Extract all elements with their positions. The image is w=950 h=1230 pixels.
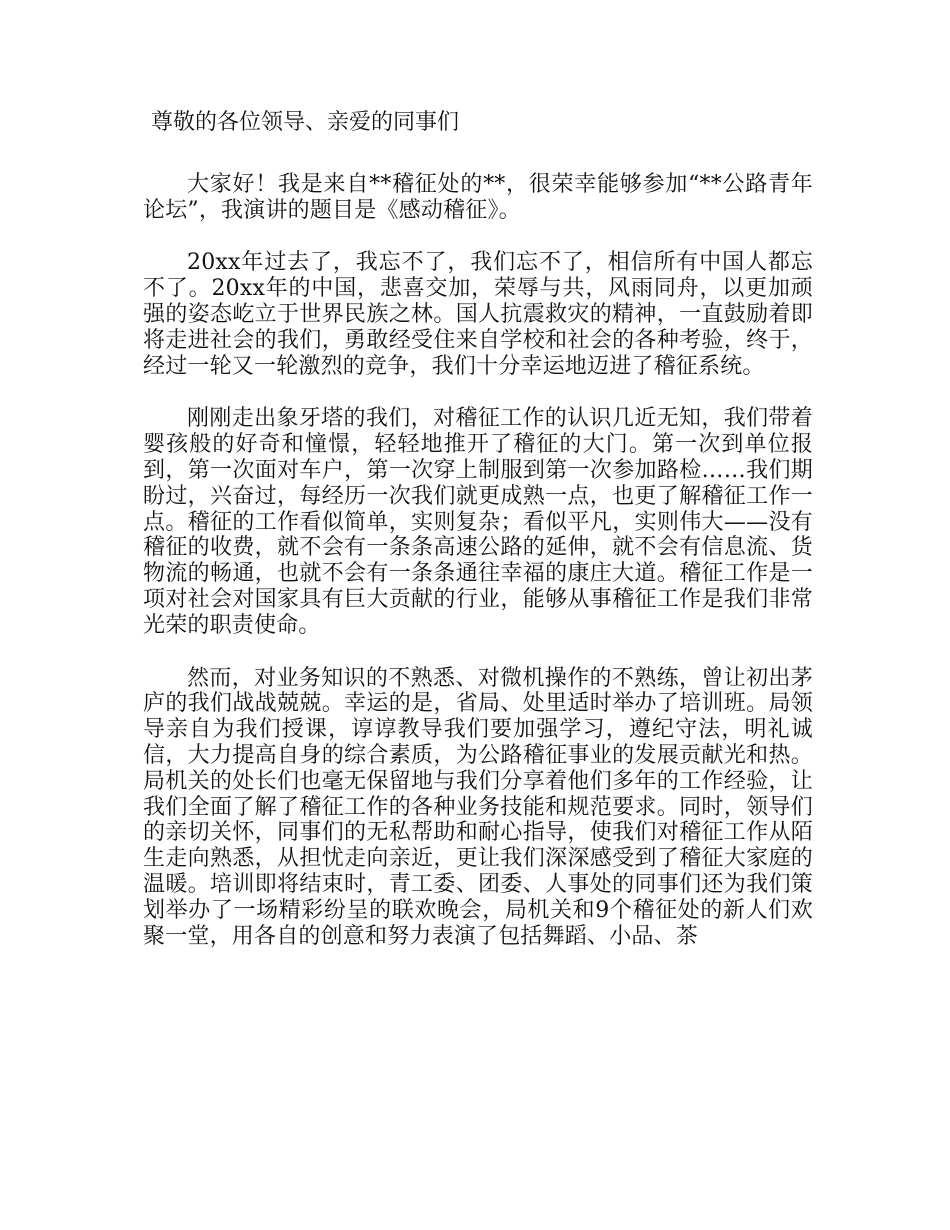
salutation: 尊敬的各位领导、亲爱的同事们 [151,110,460,135]
paragraph-year-review: 20xx年过去了，我忘不了，我们忘不了，相信所有中国人都忘不了。20xx年的中国，悲喜交加，荣辱与共，风雨同舟，以更加顽强的姿态屹立于世界民族之林。国人抗震救灾的精神，一直鼓励着即将走进社会的我们，勇敢经受住来自学校和社会的各种考验，终于，经过一轮又一轮激烈的竞争，我们十分幸运地迈进了稽征系统。 [143,250,813,379]
paragraph-greeting: 大家好！我是来自**稽征处的**，很荣幸能够参加“**公路青年论坛”，我演讲的题目是《感动稽征》。 [143,171,813,223]
paragraph-first-steps: 刚刚走出象牙塔的我们，对稽征工作的认识几近无知，我们带着婴孩般的好奇和憧憬，轻轻地推开了稽征的大门。第一次到单位报到，第一次面对车户，第一次穿上制服到第一次参加路检……我们期盼过，兴奋过，每经历一次我们就更成熟一点，也更了解稽征工作一点。稽征的工作看似简单，实则复杂；看似平凡，实则伟大——没有稽征的收费，就不会有一条条高速公路的延伸，就不会有信息流、货物流的畅通，也就不会有一条条通往幸福的康庄大道。稽征工作是一项对社会对国家具有巨大贡献的行业，能够从事稽征工作是我们非常光荣的职责使命。 [143,406,813,638]
paragraph-training: 然而，对业务知识的不熟悉、对微机操作的不熟练，曾让初出茅庐的我们战战兢兢。幸运的是，省局、处里适时举办了培训班。局领导亲自为我们授课，谆谆教导我们要加强学习，遵纪守法，明礼诚信，大力提高自身的综合素质，为公路稽征事业的发展贡献光和热。局机关的处长们也毫无保留地与我们分享着他们多年的工作经验，让我们全面了解了稽征工作的各种业务技能和规范要求。同时，领导们的亲切关怀，同事们的无私帮助和耐心指导，使我们对稽征工作从陌生走向熟悉，从担忧走向亲近，更让我们深深感受到了稽征大家庭的温暖。培训即将结束时，青工委、团委、人事处的同事们还为我们策划举办了一场精彩纷呈的联欢晚会，局机关和9个稽征处的新人们欢聚一堂，用各自的创意和努力表演了包括舞蹈、小品、茶 [143,665,813,949]
document-body [143,110,813,976]
